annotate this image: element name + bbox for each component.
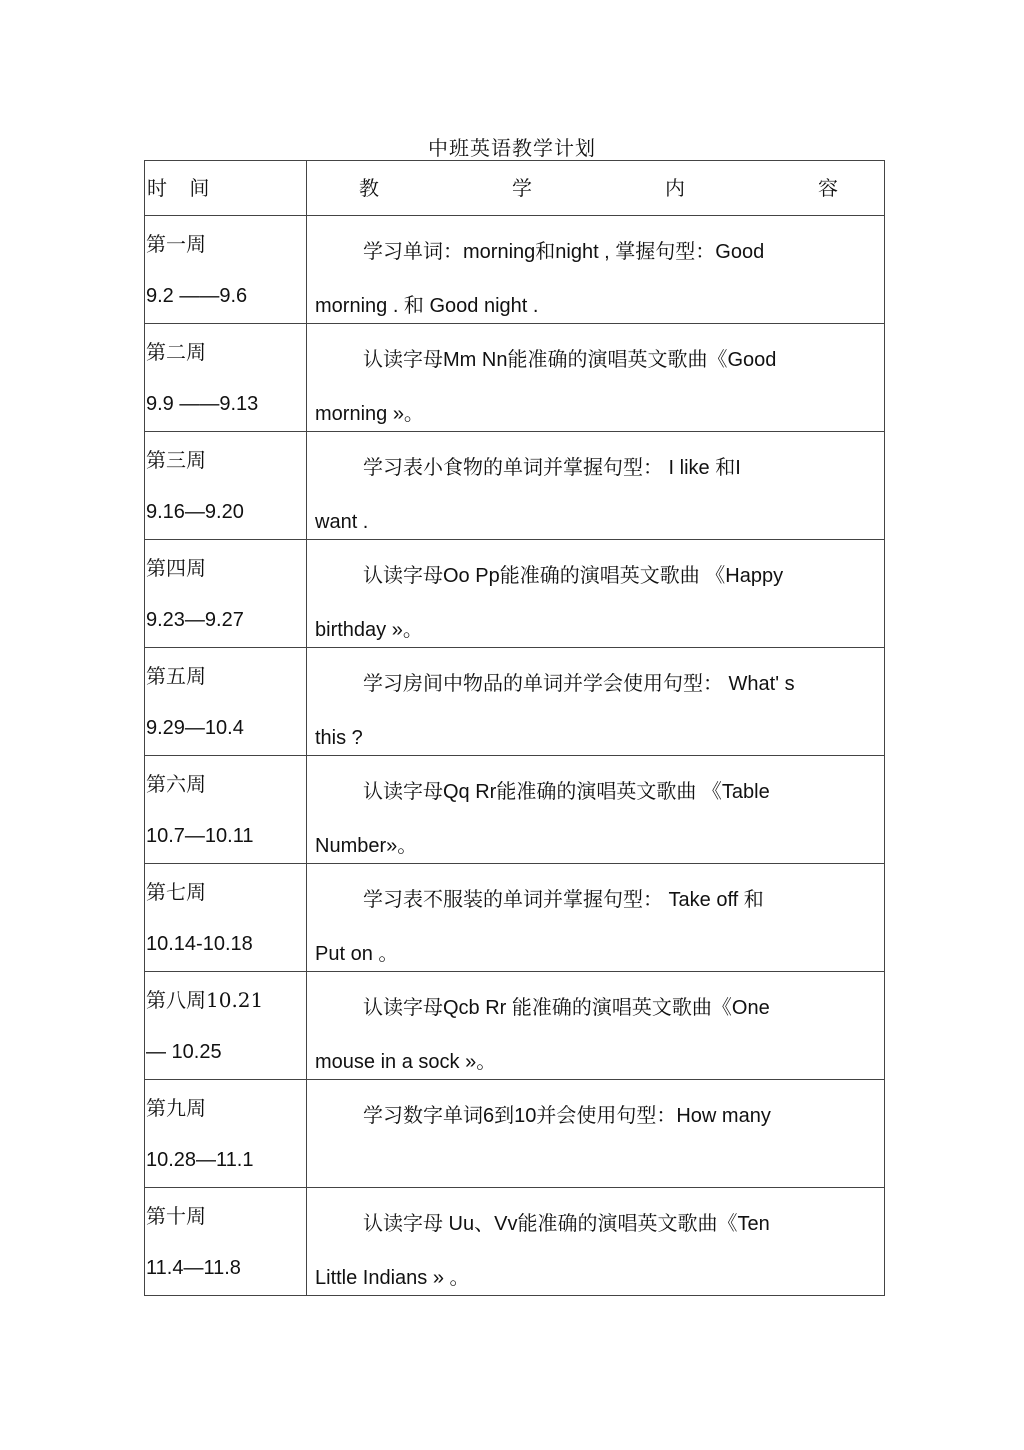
table-row bbox=[145, 216, 885, 324]
table-body bbox=[145, 216, 885, 1296]
content-line: 认读字母Qcb Rr 能准确的演唱英文歌曲《One bbox=[363, 997, 770, 1019]
content-cell bbox=[307, 324, 885, 432]
header-content-char: 内 bbox=[665, 176, 685, 200]
table-header-row bbox=[145, 161, 885, 216]
table-row bbox=[145, 864, 885, 972]
table-row bbox=[145, 972, 885, 1080]
week-cell bbox=[145, 216, 307, 324]
content-cell bbox=[307, 648, 885, 756]
week-dates: 10.7—10.11 bbox=[146, 825, 254, 847]
content-cell bbox=[307, 540, 885, 648]
header-time: 时 间 bbox=[145, 161, 307, 216]
week-dates: 9.23—9.27 bbox=[146, 609, 244, 631]
content-line: 认读字母Mm Nn能准确的演唱英文歌曲《Good bbox=[363, 349, 777, 371]
week-name: 第八周10.21 bbox=[146, 988, 264, 1012]
table-row bbox=[145, 756, 885, 864]
content-line: 认读字母 Uu、Vv能准确的演唱英文歌曲《Ten bbox=[363, 1213, 770, 1235]
week-name: 第十周 bbox=[146, 1204, 206, 1228]
week-name: 第六周 bbox=[146, 772, 206, 796]
header-content-char: 容 bbox=[818, 176, 838, 200]
week-dates: 9.29—10.4 bbox=[146, 717, 244, 739]
table-row bbox=[145, 1080, 885, 1188]
content-line: 学习表不服装的单词并掌握句型： Take off 和 bbox=[363, 889, 764, 911]
content-line: Number»。 bbox=[315, 835, 418, 857]
content-cell bbox=[307, 756, 885, 864]
content-line: Put on 。 bbox=[315, 943, 399, 965]
week-dates: 9.2 ——9.6 bbox=[146, 285, 248, 307]
week-dates: 10.28—11.1 bbox=[146, 1149, 254, 1171]
content-line bbox=[315, 1156, 876, 1184]
week-cell bbox=[145, 864, 307, 972]
week-cell bbox=[145, 1080, 307, 1188]
week-name: 第五周 bbox=[146, 664, 206, 688]
content-cell bbox=[307, 216, 885, 324]
week-dates: 10.14-10.18 bbox=[146, 933, 253, 955]
content-cell bbox=[307, 1188, 885, 1296]
table-row bbox=[145, 324, 885, 432]
week-name: 第四周 bbox=[146, 556, 206, 580]
header-content-cell bbox=[307, 161, 885, 216]
content-line: 学习数字单词6到10并会使用句型：How many bbox=[363, 1105, 771, 1127]
content-line: want . bbox=[315, 511, 369, 533]
page-title: 中班英语教学计划 bbox=[428, 136, 596, 160]
content-line: 学习房间中物品的单词并学会使用句型： What' s bbox=[363, 673, 795, 695]
content-line: 学习表小食物的单词并掌握句型： I like 和I bbox=[363, 457, 741, 479]
week-cell bbox=[145, 324, 307, 432]
content-line: 学习单词：morning和night , 掌握句型：Good bbox=[363, 241, 765, 263]
week-name: 第三周 bbox=[146, 448, 206, 472]
week-cell bbox=[145, 972, 307, 1080]
week-cell bbox=[145, 1188, 307, 1296]
content-line: 认读字母Qq Rr能准确的演唱英文歌曲 《Table bbox=[363, 781, 770, 803]
content-line: 认读字母Oo Pp能准确的演唱英文歌曲 《Happy bbox=[363, 565, 784, 587]
week-dates: 9.9 ——9.13 bbox=[146, 393, 259, 415]
week-cell bbox=[145, 540, 307, 648]
week-dates: — 10.25 bbox=[146, 1041, 222, 1063]
week-cell bbox=[145, 648, 307, 756]
week-name: 第九周 bbox=[146, 1096, 206, 1120]
week-cell bbox=[145, 432, 307, 540]
content-cell bbox=[307, 972, 885, 1080]
content-line: mouse in a sock »。 bbox=[315, 1051, 497, 1073]
table-row bbox=[145, 432, 885, 540]
content-line: morning . 和 Good night . bbox=[315, 295, 539, 317]
week-dates: 9.16—9.20 bbox=[146, 501, 244, 523]
header-content-char: 学 bbox=[512, 176, 532, 200]
content-line: morning »。 bbox=[315, 403, 424, 425]
week-name: 第二周 bbox=[146, 340, 206, 364]
header-content-char: 教 bbox=[359, 176, 379, 200]
content-line: birthday »。 bbox=[315, 619, 423, 641]
week-name: 第七周 bbox=[146, 880, 206, 904]
week-name: 第一周 bbox=[146, 232, 206, 256]
teaching-plan-table bbox=[144, 160, 885, 1296]
content-line: Little Indians » 。 bbox=[315, 1267, 470, 1289]
content-cell bbox=[307, 1080, 885, 1188]
table-row bbox=[145, 648, 885, 756]
content-cell bbox=[307, 432, 885, 540]
table-row bbox=[145, 540, 885, 648]
week-dates: 11.4—11.8 bbox=[146, 1257, 241, 1279]
content-cell bbox=[307, 864, 885, 972]
content-line: this ? bbox=[315, 727, 363, 749]
week-cell bbox=[145, 756, 307, 864]
table-row bbox=[145, 1188, 885, 1296]
